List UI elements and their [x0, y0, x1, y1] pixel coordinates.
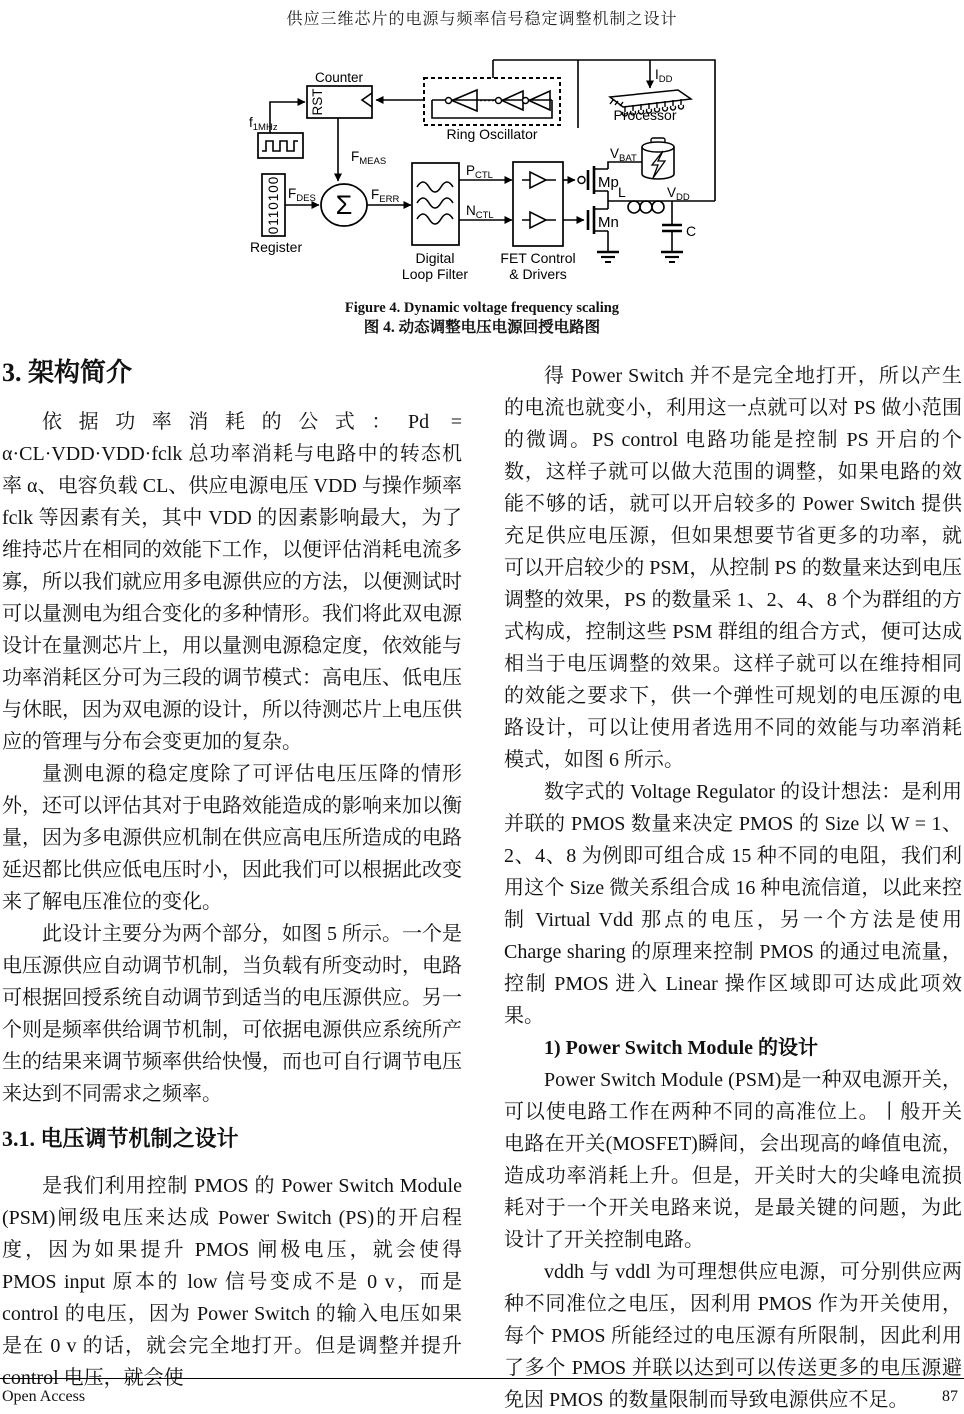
dlf-label-1: Digital	[415, 250, 455, 266]
ground-icon-mn	[597, 252, 619, 262]
figure-caption-zh: 图 4. 动态调整电压电源回授电路图	[363, 319, 601, 337]
processor-label: Processor	[613, 107, 677, 123]
f1mhz-label: $f_{1MHz}$	[249, 115, 278, 133]
nctl-label: $N_{CTL}$	[466, 203, 494, 221]
section-3-1-heading: 3.1. 电压调节机制之设计	[2, 1126, 239, 1151]
pctl-label: $P_{CTL}$	[466, 163, 493, 181]
fet-label-1: FET Control	[500, 250, 576, 266]
paragraph: 得 Power Switch 并不是完全地打开，所以产生的电流也就变小，利用这一点就可以对 PS 做小范围的微调。PS control 电路功能是控制 PS 开启的个数，这样子就可以做大范围的调整，如果电路的效能不够的话，就可以开启较多的 Power Switch 提供充足供应电压源，但如果想要节省更多的功率，就可以开启较少的 PSM，从控制 PS 的数量来达到电压调整的效果，PS 的数量采 1、2、4、8 个为群组的方式构成，控制这些 PSM 群组的组合方式，便可达成相当于电压调整的效果。这样子就可以在维持相同的效能之要求下，供一个弹性可规划的电压源的电路设计，可以让使用者选用不同的效能与功率消耗模式，如图 6 所示。	[504, 365, 962, 771]
clock-pulse-icon	[258, 133, 303, 158]
l-label: L	[618, 184, 626, 200]
vbat-label: $V_{BAT}$	[610, 146, 637, 164]
c-label: C	[686, 223, 697, 239]
fet-label-2: & Drivers	[509, 266, 567, 282]
battery-icon	[642, 138, 674, 179]
sigma-symbol: Σ	[335, 190, 353, 220]
ground-icon-c	[661, 252, 683, 262]
vdd-label: $V_{DD}$	[667, 185, 690, 203]
ring-oscillator-block	[424, 78, 560, 125]
mn-label: Mn	[598, 214, 619, 231]
fdes-label: $F_{DES}$	[288, 186, 316, 204]
inductor-icon	[628, 201, 664, 213]
figure-caption-en: Figure 4. Dynamic voltage frequency scaling	[344, 300, 620, 316]
figure-caption	[0, 299, 964, 338]
footer-open-access: Open Access	[2, 1388, 86, 1405]
idd-label: $I_{DD}$	[655, 67, 673, 85]
paragraph: vddh 与 vddl 为可理想供应电源，可分别供应两种不同准位之电压，因利用 PMOS 作为开关使用，每个 PMOS 所能经过的电压源有所限制，因此利用了多个 PMOS 并联以达到可以传送更多的电压源避免因 PMOS 的数量限制而导致电源供应不足。	[504, 1261, 962, 1411]
paragraph: 数字式的 Voltage Regulator 的设计想法：是利用并联的 PMOS 数量来决定 PMOS 的 Size 以 W = 1、2、4、8 为例即可组合成 15 种不同的电阻，我们利用这个 Size 微关系组合成 16 种电流信道，以此来控制 Virtual Vdd 那点的电压，另一个方法是使用 Charge sharing 的原理来控制 PMOS 的通过电流量，控制 PMOS 进入 Linear 操作区域即可达成此项效果。	[504, 781, 962, 1027]
ferr-label: $F_{ERR}$	[371, 187, 400, 205]
capacitor-icon	[662, 201, 682, 252]
dlf-label-2: Loop Filter	[401, 266, 469, 282]
fmeas-label: $F_{MEAS}$	[351, 149, 387, 167]
dvfs-circuit-diagram	[235, 48, 735, 300]
footer-page-number: 87	[942, 1388, 958, 1405]
register-label: Register	[250, 239, 303, 255]
left-column	[2, 356, 462, 1394]
counter-label: Counter	[314, 70, 364, 85]
mp-label: Mp	[598, 174, 619, 191]
section-3-heading: 3. 架构简介	[2, 358, 133, 387]
running-header: 供应三维芯片的电源与频率信号稳定调整机制之设计	[286, 11, 678, 28]
footer-divider	[0, 1378, 964, 1379]
digital-loop-filter-block	[412, 163, 459, 245]
register-bits: 0110100	[266, 175, 281, 235]
paragraph: 依据功率消耗的公式：Pd = α·CL·VDD·VDD·fclk 总功率消耗与电路中的转态机率 α、电容负载 CL、供应电源电压 VDD 与操作频率 fclk 等因素有关，其中 VDD 的因素影响最大，为了维持芯片在相同的效能下工作，以便评估消耗电流多寡，所以我们就应用多电源供应的方法，以便测试时可以量测电为组合变化的多种情形。我们将此双电源设计在量测芯片上，用以量测电源稳定度，依效能与功率消耗区分可为三段的调节模式：高电压、低电压与休眠，因为双电源的设计，所以待测芯片上电压供应的管理与分布会变更加的复杂。	[2, 411, 462, 753]
fet-control-block	[513, 162, 563, 246]
ring-oscillator-label: Ring Oscillator	[446, 126, 538, 142]
paragraph: 量测电源的稳定度除了可评估电压压降的情形外，还可以评估其对于电路效能造成的影响来加以衡量，因为多电源供应机制在供应高电压所造成的电路延迟都比供应低电压时小，因此我们可以根据此改变来了解电压准位的变化。	[2, 763, 462, 913]
rst-label: RST	[310, 88, 325, 116]
paragraph: Power Switch Module (PSM)是一种双电源开关，可以使电路工作在两种不同的高准位上。丨般开关电路在开关(MOSFET)瞬间，会出现高的峰值电流，造成功率消耗上升。但是，开关时大的尖峰电流损耗对于一个开关电路来说，是最关键的问题，为此设计了开关控制电路。	[504, 1069, 962, 1251]
paragraph: 此设计主要分为两个部分，如图 5 所示。一个是电压源供应自动调节机制，当负载有所变动时，电路可根据回授系统自动调节到适当的电压源供应。另一个则是频率供给调节机制，可依据电源供应系统所产生的结果来调节频率供给快慢，而也可自行调节电压来达到不同需求之频率。	[2, 923, 462, 1105]
psm-design-subheading: 1) Power Switch Module 的设计	[544, 1037, 819, 1059]
right-column	[504, 360, 962, 1414]
paragraph: 是我们利用控制 PMOS 的 Power Switch Module (PSM)闸级电压来达成 Power Switch (PS)的开启程度，因为如果提升 PMOS 闸极电压，就会使得 PMOS input 原本的 low 信号变成不是 0 v，而是 control 的电压，因为 Power Switch 的输入电压如果是在 0 v 的话，就会完全地打开。但是调整并提升 control 电压，就会使	[2, 1175, 462, 1389]
